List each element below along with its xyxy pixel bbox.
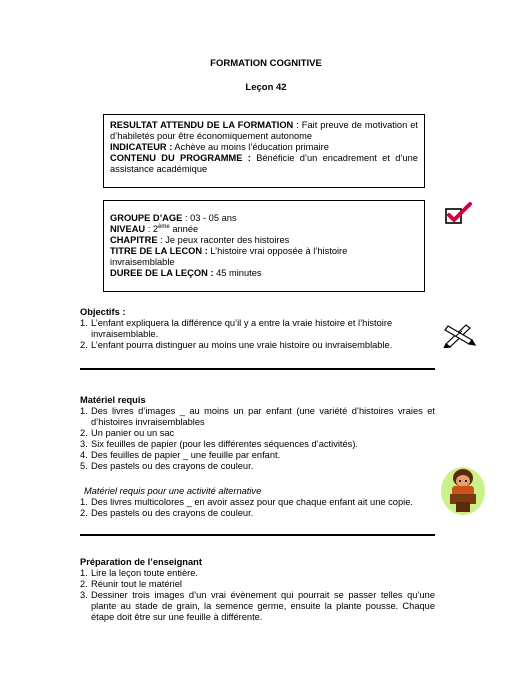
item-number: 4.: [80, 450, 88, 460]
item-text: Lire la leçon toute entière.: [91, 568, 198, 578]
chapitre-line: [110, 235, 418, 246]
list-item: [80, 497, 440, 508]
materiel-heading: Matériel requis: [80, 395, 146, 405]
list-item: [80, 439, 435, 450]
item-number: 3.: [80, 590, 88, 600]
document-title: FORMATION COGNITIVE: [210, 58, 322, 69]
niveau-text-suffix: année: [169, 224, 199, 234]
alt-materiel-list: [80, 497, 440, 519]
program-outcome-box: [103, 114, 425, 188]
item-text: Un panier ou un sac: [91, 428, 175, 438]
chapitre-text: : Je peux raconter des histoires: [157, 235, 290, 245]
duree-text: 45 minutes: [213, 268, 262, 278]
resultat-text: : Fait preuve de motivation et d’habiletés pour être économiquement autonome: [110, 120, 418, 141]
item-text: L’enfant pourra distinguer au moins une vraie histoire ou invraisemblable.: [91, 340, 393, 350]
item-text: Des pastels ou des crayons de couleur.: [91, 461, 254, 471]
duree-line: [110, 268, 418, 279]
groupe-label: GROUPE D’AGE: [110, 213, 183, 223]
lesson-number: Leçon 42: [245, 82, 287, 93]
materiel-list: [80, 406, 435, 472]
objectifs-heading: Objectifs :: [80, 307, 126, 317]
contenu-line: [110, 153, 418, 175]
item-text: Des livres d’images _ au moins un par enfant (une variété d’histoires vraies et d’histoires invraisemblables: [91, 406, 435, 427]
titre-label: TITRE DE LA LECON :: [110, 246, 208, 256]
list-item: [80, 318, 430, 340]
item-number: 2.: [80, 428, 88, 438]
reading-child-icon: [440, 464, 486, 516]
item-number: 3.: [80, 439, 88, 449]
section-divider: [80, 534, 435, 536]
item-number: 2.: [80, 508, 88, 518]
list-item: [80, 406, 435, 428]
alt-materiel-heading: Matériel requis pour une activité alternative: [84, 486, 262, 496]
groupe-text: : 03 - 05 ans: [182, 213, 237, 223]
list-item: [80, 508, 440, 519]
item-text: L’enfant expliquera la différence qu’il y a entre la vraie histoire et l’histoire invraisemblable.: [91, 318, 393, 339]
resultat-label: RESULTAT ATTENDU DE LA FORMATION: [110, 120, 294, 130]
section-divider: [80, 368, 435, 370]
resultat-line: [110, 120, 418, 142]
groupe-line: [110, 213, 418, 224]
item-text: Dessiner trois images d’un vrai évènement qui pourrait se passer telles qu’une plante au stade de grain, la semence germe, ensuite la plante pousse. Chaque étape doit être sur une feuille à différente.: [91, 590, 435, 622]
titre-line: [110, 246, 360, 268]
indicateur-line: [110, 142, 418, 153]
list-item: [80, 590, 435, 623]
objectifs-list: [80, 318, 430, 351]
item-number: 1.: [80, 568, 88, 578]
niveau-superscript: ème: [158, 223, 170, 230]
item-text: Des feuilles de papier _ une feuille par enfant.: [91, 450, 281, 460]
lesson-info-box: [103, 200, 425, 292]
item-number: 1.: [80, 318, 88, 328]
indicateur-label: INDICATEUR :: [110, 142, 173, 152]
niveau-text: : 2: [145, 224, 159, 234]
titre-text: L’histoire vrai opposée à l’histoire invraisemblable: [110, 246, 348, 267]
contenu-text: Bénéficie d’un encadrement et d’une assistance académique: [110, 153, 418, 174]
preparation-list: [80, 568, 435, 623]
item-text: Des pastels ou des crayons de couleur.: [91, 508, 254, 518]
duree-label: DUREE DE LA LEÇON :: [110, 268, 214, 278]
crossed-pencils-icon: [442, 322, 476, 348]
item-number: 5.: [80, 461, 88, 471]
indicateur-text: Achève au moins l’éducation primaire: [172, 142, 329, 152]
contenu-label: CONTENU DU PROGRAMME :: [110, 153, 251, 163]
item-number: 1.: [80, 406, 88, 416]
niveau-line: [110, 224, 418, 235]
chapitre-label: CHAPITRE: [110, 235, 158, 245]
preparation-heading: Préparation de l’enseignant: [80, 557, 202, 567]
list-item: [80, 579, 435, 590]
list-item: [80, 568, 435, 579]
item-number: 2.: [80, 579, 88, 589]
item-number: 1.: [80, 497, 88, 507]
list-item: [80, 428, 435, 439]
list-item: [80, 450, 435, 461]
item-text: Réunir tout le matériel: [91, 579, 182, 589]
item-text: Six feuilles de papier (pour les différentes séquences d’activités).: [91, 439, 358, 449]
checkbox-check-icon: [444, 202, 474, 226]
niveau-label: NIVEAU: [110, 224, 146, 234]
list-item: [80, 461, 435, 472]
item-number: 2.: [80, 340, 88, 350]
list-item: [80, 340, 430, 351]
item-text: Des livres multicolores _ en avoir assez pour que chaque enfant ait une copie.: [91, 497, 413, 507]
